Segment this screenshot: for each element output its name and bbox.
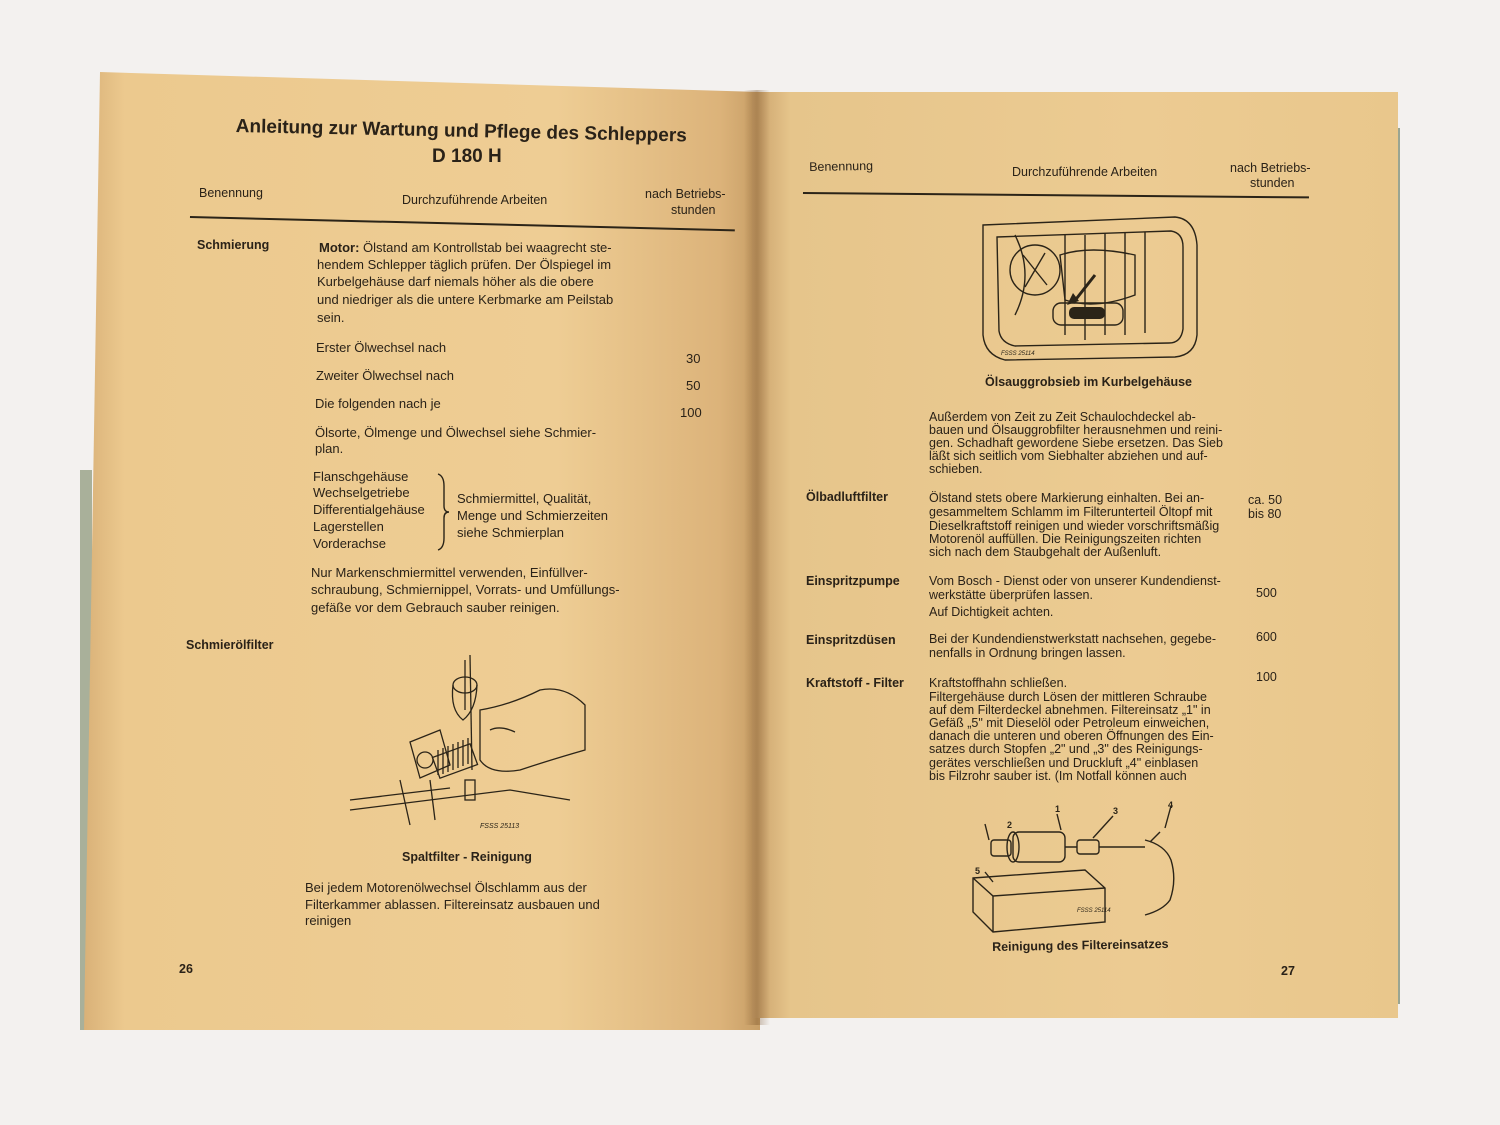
row-text: gesammeltem Schlamm im Filterunterteil Öltopf mit (929, 505, 1213, 519)
intro-text-2: gen. Schadhaft gewordene Siebe ersetzen. Das Sieb (929, 436, 1223, 450)
header-arbeiten: Durchzuführende Arbeiten (1012, 165, 1158, 179)
crankcase-illustration (975, 215, 1205, 370)
page-number-left: 26 (179, 962, 193, 976)
label-kraftstoff-filter: Kraftstoff - Filter (806, 676, 904, 690)
row-text: Filtergehäuse durch Lösen der mittleren Schraube (929, 690, 1207, 704)
row-hours: 500 (1256, 586, 1277, 600)
row-text: Motorenöl auffüllen. Die Reinigungszeiten richten (929, 532, 1202, 546)
header-benennung: Benennung (809, 158, 874, 174)
oelwechsel-row-text: Die folgenden nach je (315, 396, 441, 411)
figure-label: 4 (1168, 800, 1174, 810)
oelsorte-text-0: Ölsorte, Ölmenge und Ölwechsel siehe Schmier- (315, 425, 597, 440)
spaltfilter-illustration (350, 650, 600, 835)
motor-text-1: hendem Schlepper täglich prüfen. Der Ölspiegel im (317, 257, 612, 272)
intro-text-4: schieben. (929, 462, 983, 476)
intro-text-1: bauen und Ölsauggrobfilter herausnehmen und reini- (929, 423, 1223, 437)
motor-text-0: Ölstand am Kontrollstab bei waagrecht ste- (359, 240, 612, 255)
page-title: Anleitung zur Wartung und Pflege des Schleppers (235, 116, 688, 147)
row-hours: 100 (1256, 670, 1277, 684)
label-oelbadluftfilter: Ölbadluftfilter (806, 490, 888, 504)
row-text: gerätes verschließen und Druckluft „4" einblasen (929, 756, 1199, 770)
figure-caption-sauggrobsieb: Ölsauggrobsieb im Kurbelgehäuse (985, 375, 1192, 389)
header-stunden-1: nach Betriebs- (645, 187, 726, 201)
oelsorte-text-1: plan. (315, 441, 344, 456)
intro-text-0: Außerdem von Zeit zu Zeit Schaulochdeckel ab- (929, 410, 1196, 424)
row-text: nenfalls in Ordnung bringen lassen. (929, 646, 1126, 660)
row-text: danach die unteren und oberen Öffnungen des Ein- (929, 729, 1214, 743)
label-einspritzduesen: Einspritzdüsen (806, 633, 896, 647)
row-text: werkstätte überprüfen lassen. (929, 588, 1093, 602)
oelwechsel-row-hours: 50 (686, 378, 701, 393)
intro-text-3: läßt sich seitlich vom Siebhalter abziehen und auf- (929, 449, 1208, 463)
figure-code: FSSS 25114 (1077, 908, 1111, 914)
part-item: Lagerstellen (313, 519, 384, 534)
page-subtitle: D 180 H (432, 146, 502, 167)
marken-text-2: gefäße vor dem Gebrauch sauber reinigen. (311, 600, 560, 615)
page-number-right: 27 (1281, 964, 1295, 978)
row-text: auf dem Filterdeckel abnehmen. Filtereinsatz „1" in (929, 703, 1211, 717)
header-stunden-2: stunden (1250, 176, 1295, 190)
motor-text-2: Kurbelgehäuse darf niemals höher als die obere (317, 274, 594, 289)
marken-text-0: Nur Markenschmiermittel verwenden, Einfüllver- (311, 565, 588, 580)
marken-text-1: schraubung, Schmiernippel, Vorrats- und Umfüllungs- (311, 582, 620, 597)
row-text: Dieselkraftstoff reinigen und wieder vorschriftsmäßig (929, 519, 1220, 533)
motor-text-3: und niedriger als die untere Kerbmarke am Peilstab (317, 292, 614, 307)
label-schmierung: Schmierung (197, 238, 270, 252)
parts-note-0: Schmiermittel, Qualität, (457, 491, 592, 506)
row-hours: 600 (1256, 630, 1277, 644)
row-text: sich nach dem Staubgehalt der Außenluft. (929, 545, 1162, 559)
header-stunden-1: nach Betriebs- (1230, 161, 1311, 175)
motor-label: Motor: (319, 240, 360, 255)
filter-text-2: reinigen (305, 913, 352, 928)
figure-label: 1 (1055, 804, 1061, 814)
row-text: Vom Bosch - Dienst oder von unserer Kundendienst- (929, 574, 1221, 588)
row-text: satzes durch Stopfen „2" und „3" des Reinigungs- (929, 742, 1203, 756)
oelwechsel-row-text: Erster Ölwechsel nach (316, 340, 447, 355)
header-stunden-2: stunden (671, 203, 716, 217)
filter-text-0: Bei jedem Motorenölwechsel Ölschlamm aus der (305, 880, 587, 895)
row-text: Bei der Kundendienstwerkstatt nachsehen, gegebe- (929, 632, 1216, 646)
oelwechsel-row-hours: 100 (680, 405, 702, 420)
figure-caption-spaltfilter: Spaltfilter - Reinigung (402, 850, 532, 864)
oelwechsel-row-text: Zweiter Ölwechsel nach (316, 368, 454, 383)
row-hours: bis 80 (1248, 507, 1282, 521)
figure-label: 3 (1113, 806, 1119, 816)
part-item: Wechselgetriebe (313, 485, 410, 500)
row-text: bis Filzrohr sauber ist. (Im Notfall können auch (929, 769, 1187, 783)
row-text: Ölstand stets obere Markierung einhalten. Bei an- (929, 491, 1205, 505)
figure-label: 2 (1007, 820, 1013, 830)
part-item: Vorderachse (313, 536, 386, 551)
label-einspritzpumpe: Einspritzpumpe (806, 574, 900, 588)
part-item: Flanschgehäuse (313, 469, 409, 484)
row-text: Gefäß „5" mit Dieselöl oder Petroleum einweichen, (929, 716, 1210, 730)
motor-text-4: sein. (317, 310, 345, 325)
page-gutter (744, 90, 770, 1025)
header-arbeiten: Durchzuführende Arbeiten (402, 193, 548, 207)
figure-code: FSSS 25114 (1001, 351, 1035, 357)
label-schmieroelfilter: Schmierölfilter (186, 638, 274, 652)
row-hours: ca. 50 (1248, 493, 1283, 507)
header-benennung: Benennung (199, 186, 263, 200)
parts-note-1: Menge und Schmierzeiten (457, 508, 609, 523)
filter-cleaning-illustration (965, 800, 1185, 945)
figure-code: FSSS 25113 (480, 823, 520, 830)
part-item: Differentialgehäuse (313, 502, 425, 517)
row-text: Kraftstoffhahn schließen. (929, 676, 1068, 690)
motor-line-1 (319, 240, 612, 256)
oelwechsel-row-hours: 30 (686, 351, 701, 366)
row-text: Auf Dichtigkeit achten. (929, 605, 1054, 619)
parts-note-2: siehe Schmierplan (457, 525, 564, 540)
brace-icon (436, 472, 450, 557)
figure-label: 5 (975, 866, 981, 876)
figure-caption-reinigung: Reinigung des Filtereinsatzes (992, 936, 1169, 954)
filter-text-1: Filterkammer ablassen. Filtereinsatz ausbauen und (305, 897, 600, 912)
